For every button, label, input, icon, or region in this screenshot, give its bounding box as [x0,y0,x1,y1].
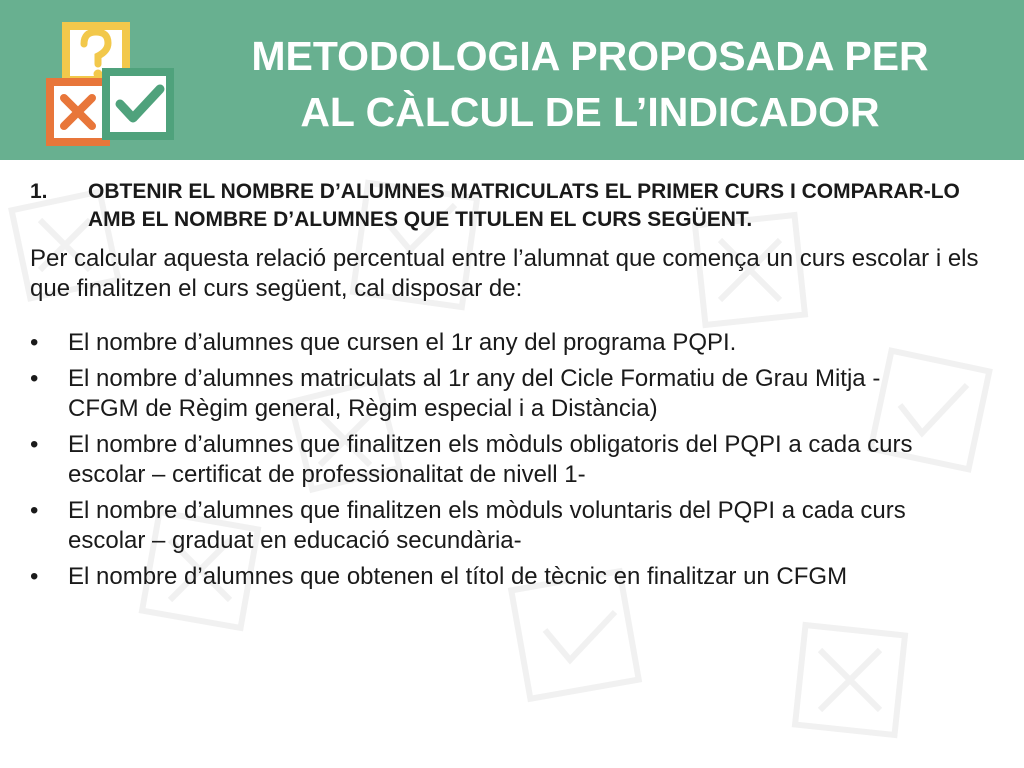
step-heading: OBTENIR EL NOMBRE D’ALUMNES MATRICULATS EL PRIMER CURS I COMPARAR-LO AMB EL NOMBRE D’ALUMNES QUE TITULEN EL CURS SEGÜENT. [88,180,960,231]
bullet-text: El nombre d’alumnes matriculats al 1r any del Cicle Formatiu de Grau Mitja -CFGM de Règim general, Règim especial i a Distància) [68,365,881,422]
numbered-step [30,178,990,234]
bullet-marker: • [30,497,39,524]
bullet-marker: • [30,431,39,458]
page-title [190,28,990,140]
bullet-marker: • [30,329,39,356]
check-icon [102,68,174,140]
logo-quiz-icon [40,18,180,153]
bullet-text: El nombre d’alumnes que obtenen el títol de tècnic en finalitzar un CFGM [68,563,848,590]
list-item [30,430,990,490]
list-item [30,328,990,358]
step-number: 1. [30,180,48,203]
bullet-text: El nombre d’alumnes que finalitzen els mòduls voluntaris del PQPI a cada curs escolar – graduat en educació secundària- [68,497,906,554]
title-line-2: AL CÀLCUL DE L’INDICADOR [300,89,880,135]
slide-content [30,178,990,598]
title-line-1: METODOLOGIA PROPOSADA PER [251,33,929,79]
list-item [30,562,990,592]
bullet-text: El nombre d’alumnes que cursen el 1r any del programa PQPI. [68,329,737,356]
bullet-list [30,328,990,592]
cross-icon [46,78,110,146]
intro-paragraph: Per calcular aquesta relació percentual entre l’alumnat que comença un curs escolar i els que finalitzen el curs següent, cal disposar de: [30,245,979,302]
list-item [30,496,990,556]
bullet-text: El nombre d’alumnes que finalitzen els mòduls obligatoris del PQPI a cada curs escolar – certificat de professionalitat de nivell 1- [68,431,913,488]
list-item [30,364,990,424]
bullet-marker: • [30,365,39,392]
header-banner [0,0,1024,160]
bullet-marker: • [30,563,39,590]
